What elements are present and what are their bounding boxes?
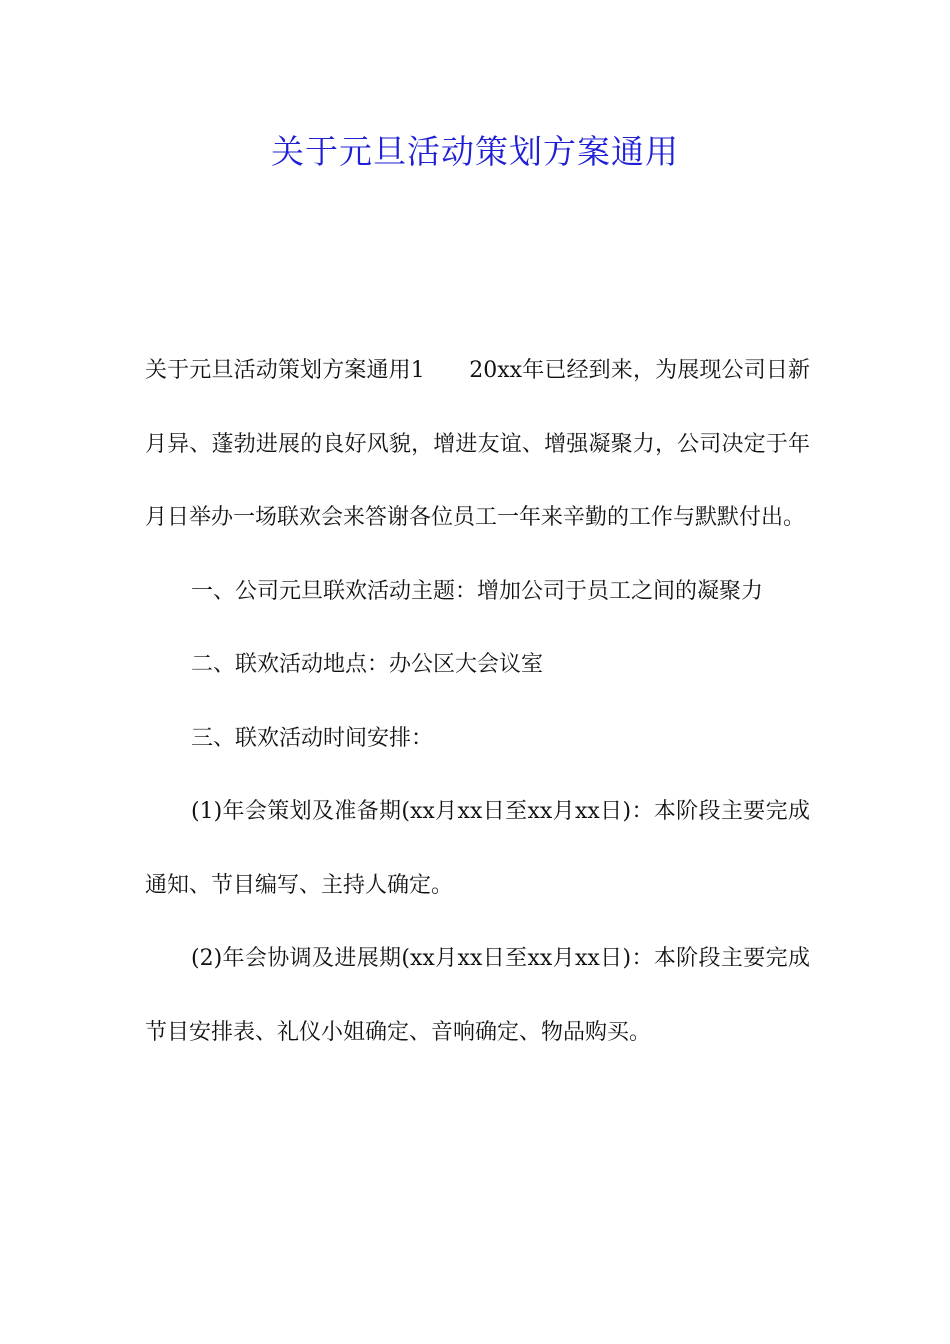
paragraph-schedule-item-2: (2)年会协调及进展期(xx月xx日至xx月xx日)：本阶段主要完成节目安排表、礼仪小姐确定、音响确定、物品购买。	[145, 946, 810, 1045]
paragraph-location: 二、联欢活动地点：办公区大会议室	[191, 652, 544, 677]
paragraph-schedule-heading: 三、联欢活动时间安排：	[191, 725, 434, 751]
paragraph-schedule-item-1: (1)年会策划及准备期(xx月xx日至xx月xx日)：本阶段主要完成通知、节目编写、主持人确定。	[145, 799, 810, 898]
document-body	[145, 334, 810, 1069]
paragraph-theme: 一、公司元旦联欢活动主题：增加公司于员工之间的凝聚力	[191, 578, 764, 604]
document-title: 关于元旦活动策划方案通用	[271, 132, 679, 171]
paragraph-intro: 关于元旦活动策划方案通用1 20xx年已经到来，为展现公司日新月异、蓬勃进展的良好风貌，增进友谊、增强凝聚力，公司决定于年月日举办一场联欢会来答谢各位员工一年来辛勤的工作与默默付出。	[145, 358, 810, 530]
